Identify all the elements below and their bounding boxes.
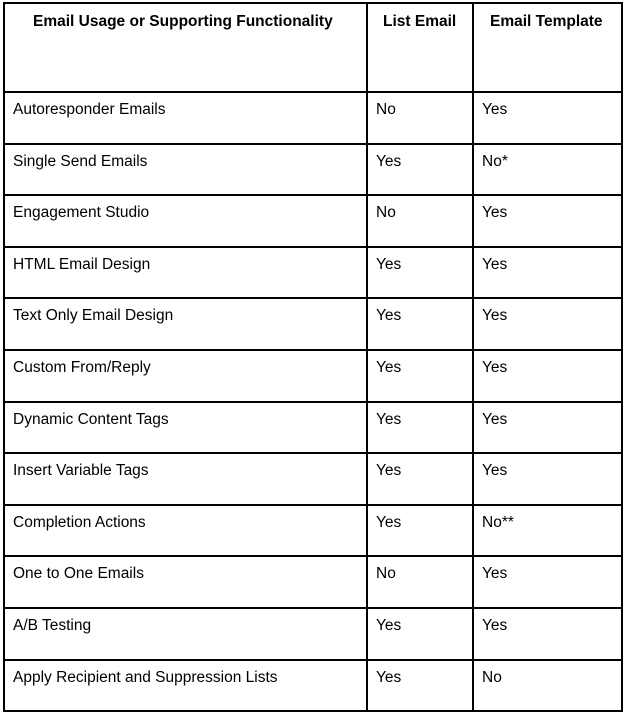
header-functionality: Email Usage or Supporting Functionality	[4, 3, 367, 92]
cell-functionality: A/B Testing	[4, 608, 367, 660]
comparison-table	[3, 2, 623, 712]
cell-list-email: Yes	[367, 660, 473, 712]
cell-email-template: Yes	[473, 556, 622, 608]
cell-list-email: Yes	[367, 247, 473, 299]
cell-email-template: Yes	[473, 195, 622, 247]
cell-list-email: No	[367, 556, 473, 608]
cell-list-email: Yes	[367, 144, 473, 196]
cell-functionality: Text Only Email Design	[4, 298, 367, 350]
table-row	[4, 92, 622, 144]
cell-email-template: Yes	[473, 298, 622, 350]
cell-email-template: Yes	[473, 453, 622, 505]
table-row	[4, 505, 622, 557]
cell-email-template: No	[473, 660, 622, 712]
cell-functionality: HTML Email Design	[4, 247, 367, 299]
header-list-email: List Email	[367, 3, 473, 92]
cell-functionality: Autoresponder Emails	[4, 92, 367, 144]
cell-email-template: Yes	[473, 92, 622, 144]
table-row	[4, 660, 622, 712]
cell-list-email: Yes	[367, 298, 473, 350]
table-row	[4, 402, 622, 454]
cell-email-template: Yes	[473, 247, 622, 299]
cell-functionality: Custom From/Reply	[4, 350, 367, 402]
cell-functionality: Completion Actions	[4, 505, 367, 557]
cell-functionality: One to One Emails	[4, 556, 367, 608]
cell-list-email: No	[367, 92, 473, 144]
cell-email-template: Yes	[473, 350, 622, 402]
cell-list-email: Yes	[367, 608, 473, 660]
header-row	[4, 3, 622, 92]
cell-email-template: Yes	[473, 402, 622, 454]
cell-email-template: No*	[473, 144, 622, 196]
cell-functionality: Engagement Studio	[4, 195, 367, 247]
comparison-table-container	[3, 2, 623, 712]
header-email-template: Email Template	[473, 3, 622, 92]
cell-list-email: Yes	[367, 453, 473, 505]
table-row	[4, 298, 622, 350]
cell-list-email: Yes	[367, 505, 473, 557]
cell-functionality: Apply Recipient and Suppression Lists	[4, 660, 367, 712]
table-row	[4, 608, 622, 660]
table-row	[4, 453, 622, 505]
table-row	[4, 195, 622, 247]
cell-email-template: No**	[473, 505, 622, 557]
cell-email-template: Yes	[473, 608, 622, 660]
cell-functionality: Insert Variable Tags	[4, 453, 367, 505]
cell-functionality: Dynamic Content Tags	[4, 402, 367, 454]
table-row	[4, 144, 622, 196]
table-row	[4, 556, 622, 608]
cell-functionality: Single Send Emails	[4, 144, 367, 196]
cell-list-email: No	[367, 195, 473, 247]
cell-list-email: Yes	[367, 350, 473, 402]
table-row	[4, 350, 622, 402]
cell-list-email: Yes	[367, 402, 473, 454]
table-row	[4, 247, 622, 299]
